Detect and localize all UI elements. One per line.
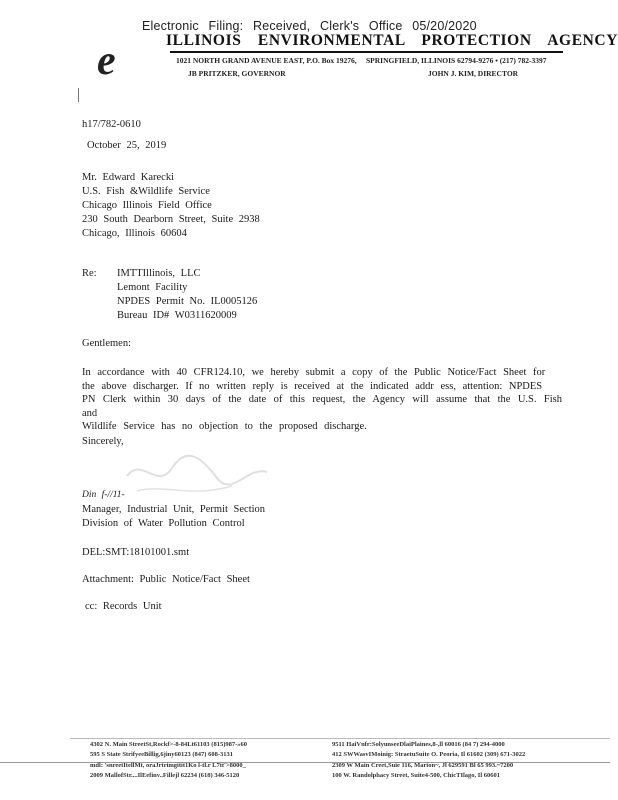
reference-number: h17/782-0610 <box>82 119 141 130</box>
letter-date: October 25, 2019 <box>87 140 167 151</box>
salutation: Gentlemen: <box>82 338 131 349</box>
agency-name: ILLINOIS ENVIRONMENTAL PROTECTION AGENCY <box>166 32 618 49</box>
paragraph-line: PN Clerk within 30 days of the date of this request, the Agency will assume that the U.S. Fish and <box>82 394 562 419</box>
director-name: JOHN J. KIM, DIRECTOR <box>428 69 519 78</box>
signer-initials: Din f-//11- <box>82 490 125 500</box>
file-reference: DEL:SMT:18101001.smt <box>82 547 190 558</box>
recipient-line: 230 South Dearborn Street, Suite 2938 <box>82 214 260 225</box>
footer-office-left: 4302 N. Main StreetSt,Rockf>-8-84Lt61103 (815)987-»60 <box>90 741 248 748</box>
recipient-line: U.S. Fish &Wildlife Service <box>82 186 210 197</box>
governor-name: JB PRITZKER, GOVERNOR <box>188 69 286 78</box>
electronic-filing-stamp: Electronic Filing: Received, Clerk's Office 05/20/2020 <box>142 19 477 33</box>
footer-rule-top <box>70 738 610 739</box>
footer-office-right: 9511 HaiVnfr:SolyunseeDlaiPlaines,8-,ll 60016 (84 7) 294-4000 <box>332 741 505 748</box>
cc-line: cc: Records Unit <box>85 601 162 612</box>
scan-mark <box>78 88 79 102</box>
body-paragraph <box>82 366 562 434</box>
footer-office-left: mdl: 'snreetItellMt, oraJrtrimgitit1Ko l-tl.r L7tt'>8000_ <box>90 762 246 769</box>
paragraph-line: the above discharger. If no written reply is received at the indicated addr ess, attention: NPDES <box>82 380 543 392</box>
signer-title: Manager, Industrial Unit, Permit Section <box>82 504 266 515</box>
recipient-line: Chicago Illinois Field Office <box>82 200 212 211</box>
footer-office-left: 595 S State StrifyeeBillig,6jiny60123 (847) 608-3131 <box>90 751 233 758</box>
header-rule <box>170 51 563 53</box>
paragraph-line: Wildlife Service has no objection to the proposed discharge. <box>82 421 367 432</box>
re-line: Lemont Facility <box>117 282 188 293</box>
closing: Sincerely, <box>82 436 124 447</box>
footer-office-left: 2009 MallofStr....IlEefinv..Fillejl 62234 (618) 346-5120 <box>90 772 240 779</box>
paragraph-line: In accordance with 40 CFR124.10, we hereby submit a copy of the Public Notice/Fact Sheet for <box>82 367 546 378</box>
signer-division: Division of Water Pollution Control <box>82 518 245 529</box>
agency-logo: e <box>97 38 116 84</box>
footer-office-right: 100 W. Randolphacy Street, Suite4-500, ChicTIlago, Il 60601 <box>332 772 500 779</box>
re-line: NPDES Permit No. IL0005126 <box>117 296 258 307</box>
attachment-line: Attachment: Public Notice/Fact Sheet <box>82 574 250 585</box>
re-label: Re: <box>82 268 97 279</box>
re-line: IMTTIllinois, LLC <box>117 268 201 279</box>
agency-city-phone: SPRINGFIELD, ILLINOIS 62794-9276 • (217) 782-3397 <box>366 56 547 65</box>
agency-address: 1021 NORTH GRAND AVENUE EAST, P.O. Box 19276, <box>176 56 357 65</box>
recipient-line: Chicago, Illinois 60604 <box>82 228 187 239</box>
footer-office-right: 412 SWWasvIMoinig: StraetuSuite O. Peoria, Il 61602 (309) 671-3022 <box>332 751 526 758</box>
re-line: Bureau ID# W0311620009 <box>117 310 237 321</box>
faint-signature <box>122 446 272 506</box>
recipient-line: Mr. Edward Karecki <box>82 172 175 183</box>
footer-office-right: 2309 W Main Creet,Suie 116, Marion~, Jl 629591 Bl 65 993.~7200 <box>332 762 514 769</box>
